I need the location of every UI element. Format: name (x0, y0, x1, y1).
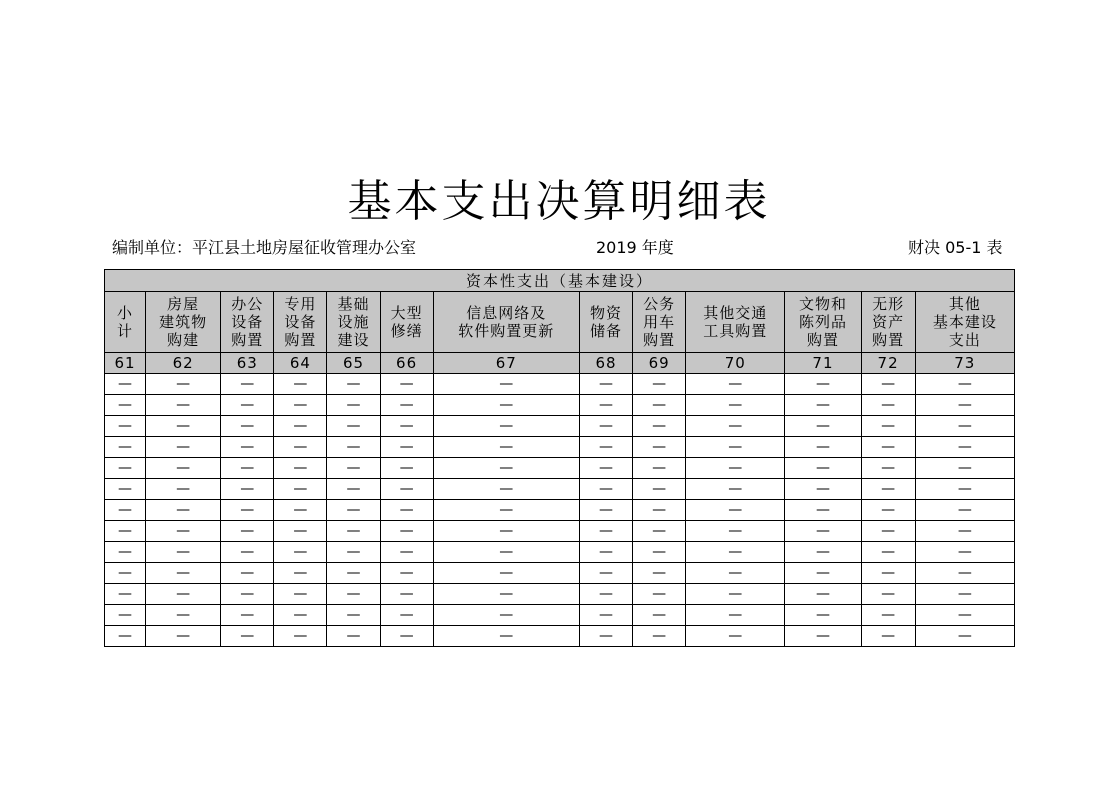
table-cell: — (686, 437, 785, 458)
table-cell: — (579, 584, 632, 605)
column-number: 61 (105, 353, 146, 374)
column-header: 其他交通 工具购置 (686, 292, 785, 353)
table-cell: — (146, 542, 221, 563)
table-cell: — (274, 437, 327, 458)
table-cell: — (274, 395, 327, 416)
table-cell: — (915, 500, 1014, 521)
table-cell: — (633, 458, 686, 479)
table-cell: — (633, 584, 686, 605)
table-cell: — (221, 563, 274, 584)
table-cell: — (686, 374, 785, 395)
table-row (105, 542, 1015, 563)
table-cell: — (579, 416, 632, 437)
table-row (105, 626, 1015, 647)
column-header: 物资 储备 (579, 292, 632, 353)
table-cell: — (274, 563, 327, 584)
table-cell: — (380, 542, 433, 563)
column-number: 72 (861, 353, 915, 374)
table-row (105, 584, 1015, 605)
column-header: 小 计 (105, 292, 146, 353)
column-header: 专用 设备 购置 (274, 292, 327, 353)
table-cell: — (785, 521, 861, 542)
table-cell: — (380, 605, 433, 626)
table-cell: — (380, 479, 433, 500)
table-cell: — (686, 395, 785, 416)
column-number: 67 (433, 353, 579, 374)
table-cell: — (861, 605, 915, 626)
table-cell: — (686, 563, 785, 584)
table-cell: — (915, 374, 1014, 395)
table-cell: — (274, 626, 327, 647)
table-cell: — (861, 626, 915, 647)
table-cell: — (274, 500, 327, 521)
table-cell: — (327, 458, 380, 479)
table-cell: — (433, 626, 579, 647)
table-cell: — (221, 521, 274, 542)
column-number: 62 (146, 353, 221, 374)
table-cell: — (915, 605, 1014, 626)
table-cell: — (579, 626, 632, 647)
table-cell: — (785, 542, 861, 563)
table-cell: — (861, 416, 915, 437)
column-number: 63 (221, 353, 274, 374)
table-cell: — (146, 437, 221, 458)
table-cell: — (146, 479, 221, 500)
table-cell: — (785, 416, 861, 437)
table-cell: — (146, 521, 221, 542)
table-cell: — (221, 395, 274, 416)
column-number: 69 (633, 353, 686, 374)
table-cell: — (105, 521, 146, 542)
table-cell: — (105, 374, 146, 395)
table-cell: — (861, 521, 915, 542)
table-cell: — (105, 626, 146, 647)
column-number: 68 (579, 353, 632, 374)
table-cell: — (686, 458, 785, 479)
table-cell: — (785, 479, 861, 500)
column-header: 办公 设备 购置 (221, 292, 274, 353)
table-cell: — (633, 437, 686, 458)
table-cell: — (915, 479, 1014, 500)
table-cell: — (433, 395, 579, 416)
table-cell: — (327, 500, 380, 521)
table-cell: — (380, 437, 433, 458)
table-cell: — (221, 500, 274, 521)
table-cell: — (633, 479, 686, 500)
table-cell: — (861, 437, 915, 458)
fiscal-year: 2019 年度 (596, 238, 674, 257)
table-cell: — (146, 563, 221, 584)
table-row (105, 416, 1015, 437)
table-cell: — (433, 563, 579, 584)
table-cell: — (274, 374, 327, 395)
table-row (105, 521, 1015, 542)
table-cell: — (221, 374, 274, 395)
table-cell: — (915, 542, 1014, 563)
table-cell: — (105, 500, 146, 521)
table-cell: — (686, 605, 785, 626)
table-cell: — (380, 458, 433, 479)
table-cell: — (433, 479, 579, 500)
table-cell: — (915, 626, 1014, 647)
table-cell: — (433, 500, 579, 521)
table-cell: — (274, 542, 327, 563)
table-cell: — (915, 416, 1014, 437)
table-cell: — (380, 416, 433, 437)
table-cell: — (633, 521, 686, 542)
expenditure-table (104, 269, 1015, 647)
table-cell: — (327, 521, 380, 542)
table-cell: — (274, 521, 327, 542)
table-cell: — (579, 521, 632, 542)
table-cell: — (380, 374, 433, 395)
table-cell: — (433, 374, 579, 395)
column-header: 其他 基本建设 支出 (915, 292, 1014, 353)
capital-expenditure-header: 资本性支出（基本建设） (105, 270, 1015, 292)
column-number: 64 (274, 353, 327, 374)
table-cell: — (861, 479, 915, 500)
table-cell: — (146, 416, 221, 437)
table-cell: — (105, 563, 146, 584)
table-cell: — (686, 479, 785, 500)
column-number: 66 (380, 353, 433, 374)
table-cell: — (105, 395, 146, 416)
table-cell: — (633, 395, 686, 416)
table-cell: — (579, 500, 632, 521)
column-header: 信息网络及 软件购置更新 (433, 292, 579, 353)
table-cell: — (327, 437, 380, 458)
table-cell: — (327, 395, 380, 416)
table-cell: — (380, 500, 433, 521)
table-cell: — (915, 584, 1014, 605)
table-cell: — (327, 626, 380, 647)
table-cell: — (433, 542, 579, 563)
table-cell: — (861, 500, 915, 521)
table-cell: — (105, 605, 146, 626)
page-title: 基本支出决算明细表 (347, 176, 771, 227)
table-cell: — (861, 563, 915, 584)
table-cell: — (579, 374, 632, 395)
table-cell: — (274, 605, 327, 626)
form-code: 财决 05-1 表 (908, 238, 1003, 257)
table-cell: — (915, 563, 1014, 584)
column-number: 73 (915, 353, 1014, 374)
column-header: 基础 设施 建设 (327, 292, 380, 353)
table-cell: — (380, 584, 433, 605)
table-cell: — (380, 563, 433, 584)
column-header: 房屋 建筑物 购建 (146, 292, 221, 353)
table-cell: — (146, 395, 221, 416)
table-cell: — (686, 584, 785, 605)
table-cell: — (686, 521, 785, 542)
table-cell: — (327, 374, 380, 395)
table-cell: — (633, 374, 686, 395)
table-cell: — (380, 395, 433, 416)
table-cell: — (785, 437, 861, 458)
table-cell: — (579, 395, 632, 416)
table-cell: — (785, 584, 861, 605)
table-row (105, 479, 1015, 500)
table-cell: — (380, 626, 433, 647)
table-row (105, 605, 1015, 626)
column-number: 65 (327, 353, 380, 374)
table-cell: — (633, 542, 686, 563)
table-cell: — (579, 437, 632, 458)
table-cell: — (221, 479, 274, 500)
table-cell: — (579, 542, 632, 563)
table-cell: — (633, 563, 686, 584)
table-row (105, 563, 1015, 584)
table-cell: — (146, 500, 221, 521)
column-header: 公务 用车 购置 (633, 292, 686, 353)
table-cell: — (327, 542, 380, 563)
table-row (105, 500, 1015, 521)
table-cell: — (274, 458, 327, 479)
table-cell: — (327, 605, 380, 626)
table-cell: — (380, 521, 433, 542)
table-cell: — (433, 437, 579, 458)
table-cell: — (861, 458, 915, 479)
column-header: 无形 资产 购置 (861, 292, 915, 353)
table-cell: — (221, 437, 274, 458)
table-cell: — (785, 500, 861, 521)
table-cell: — (433, 416, 579, 437)
table-row (105, 374, 1015, 395)
table-cell: — (433, 521, 579, 542)
table-cell: — (915, 458, 1014, 479)
table-cell: — (146, 605, 221, 626)
table-cell: — (686, 500, 785, 521)
table-cell: — (915, 437, 1014, 458)
table-row (105, 437, 1015, 458)
table-cell: — (327, 563, 380, 584)
table-cell: — (579, 563, 632, 584)
table-cell: — (221, 416, 274, 437)
table-row (105, 395, 1015, 416)
table-cell: — (274, 416, 327, 437)
table-cell: — (633, 416, 686, 437)
table-cell: — (146, 584, 221, 605)
table-cell: — (146, 626, 221, 647)
table-cell: — (785, 395, 861, 416)
table-cell: — (327, 584, 380, 605)
table-cell: — (433, 458, 579, 479)
table-cell: — (785, 458, 861, 479)
table-cell: — (105, 479, 146, 500)
table-cell: — (274, 479, 327, 500)
reporting-unit: 编制单位：平江县土地房屋征收管理办公室 (112, 238, 417, 257)
column-number: 70 (686, 353, 785, 374)
table-cell: — (686, 416, 785, 437)
table-cell: — (861, 542, 915, 563)
table-cell: — (221, 605, 274, 626)
table-cell: — (327, 416, 380, 437)
table-cell: — (146, 374, 221, 395)
table-cell: — (785, 605, 861, 626)
table-cell: — (146, 458, 221, 479)
table-cell: — (221, 458, 274, 479)
table-cell: — (861, 395, 915, 416)
table-cell: — (785, 626, 861, 647)
table-cell: — (633, 500, 686, 521)
table-cell: — (274, 584, 327, 605)
table-cell: — (221, 542, 274, 563)
table-cell: — (686, 626, 785, 647)
table-cell: — (579, 458, 632, 479)
table-cell: — (105, 416, 146, 437)
table-cell: — (785, 563, 861, 584)
table-cell: — (861, 584, 915, 605)
table-cell: — (579, 605, 632, 626)
table-cell: — (105, 458, 146, 479)
table-cell: — (327, 479, 380, 500)
column-header: 大型 修缮 (380, 292, 433, 353)
table-cell: — (785, 374, 861, 395)
table-cell: — (633, 626, 686, 647)
table-cell: — (221, 626, 274, 647)
table-cell: — (221, 584, 274, 605)
column-header: 文物和 陈列品 购置 (785, 292, 861, 353)
table-cell: — (915, 395, 1014, 416)
column-number: 71 (785, 353, 861, 374)
table-cell: — (433, 605, 579, 626)
table-cell: — (105, 542, 146, 563)
table-cell: — (915, 521, 1014, 542)
table-cell: — (686, 542, 785, 563)
table-cell: — (579, 479, 632, 500)
table-cell: — (861, 374, 915, 395)
table-cell: — (433, 584, 579, 605)
table-cell: — (105, 584, 146, 605)
table-cell: — (105, 437, 146, 458)
table-cell: — (633, 605, 686, 626)
table-row (105, 458, 1015, 479)
